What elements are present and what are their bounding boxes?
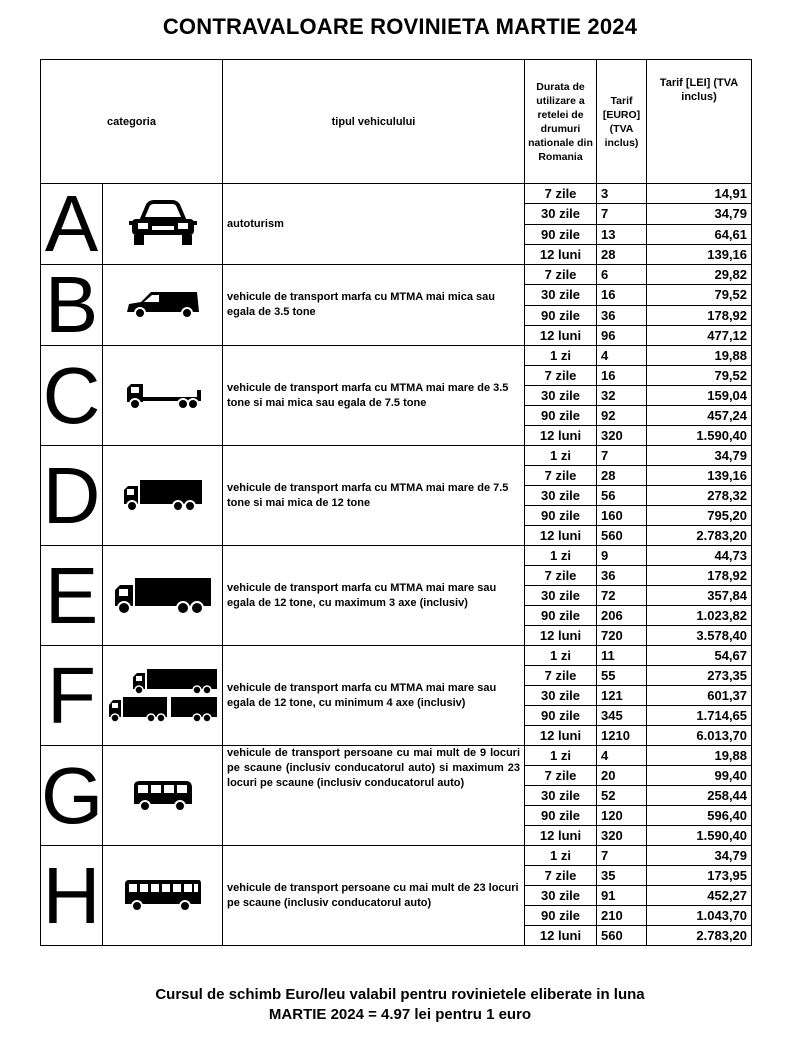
- tarif-lei-cell: 452,27: [647, 886, 752, 906]
- tarif-euro-cell: 11: [597, 646, 647, 666]
- tarif-euro-cell: 210: [597, 906, 647, 926]
- tarif-lei-cell: 34,79: [647, 846, 752, 866]
- tarif-euro-cell: 7: [597, 446, 647, 466]
- tarif-euro-cell: 55: [597, 666, 647, 686]
- duration-cell: 1 zi: [525, 446, 597, 466]
- duration-cell: 7 zile: [525, 666, 597, 686]
- tarif-lei-cell: 3.578,40: [647, 626, 752, 646]
- vignette-price-table: [40, 59, 752, 946]
- duration-cell: 7 zile: [525, 866, 597, 886]
- tarif-lei-cell: 596,40: [647, 806, 752, 826]
- tarif-euro-cell: 96: [597, 325, 647, 345]
- table-row: [41, 846, 752, 866]
- tarif-euro-cell: 560: [597, 926, 647, 946]
- category-letter: D: [41, 446, 103, 546]
- car-icon: [103, 184, 223, 265]
- vehicle-type-description: vehicule de transport marfa cu MTMA mai mare sau egala de 12 tone, cu maximum 3 axe (inclusiv): [223, 546, 525, 646]
- tarif-euro-cell: 13: [597, 224, 647, 244]
- tarif-lei-cell: 258,44: [647, 786, 752, 806]
- table-row: [41, 546, 752, 566]
- tarif-euro-cell: 121: [597, 686, 647, 706]
- truck-icon: [103, 446, 223, 546]
- heavy-truck-icon: [103, 546, 223, 646]
- duration-cell: 7 zile: [525, 766, 597, 786]
- tarif-euro-cell: 7: [597, 846, 647, 866]
- table-row: [41, 446, 752, 466]
- tarif-lei-cell: 2.783,20: [647, 926, 752, 946]
- category-letter: E: [41, 546, 103, 646]
- van-icon: [103, 265, 223, 346]
- tarif-euro-cell: 16: [597, 366, 647, 386]
- tarif-euro-cell: 6: [597, 265, 647, 285]
- tarif-euro-cell: 36: [597, 305, 647, 325]
- tarif-euro-cell: 720: [597, 626, 647, 646]
- tarif-lei-cell: 357,84: [647, 586, 752, 606]
- exchange-rate-line2: MARTIE 2024 = 4.97 lei pentru 1 euro: [268, 1006, 532, 1023]
- tarif-lei-cell: 6.013,70: [647, 726, 752, 746]
- category-letter: B: [41, 265, 103, 346]
- duration-cell: 12 luni: [525, 244, 597, 264]
- category-letter: H: [41, 846, 103, 946]
- tarif-lei-cell: 64,61: [647, 224, 752, 244]
- table-row: [41, 265, 752, 285]
- duration-cell: 1 zi: [525, 346, 597, 366]
- vehicle-type-description: vehicule de transport marfa cu MTMA mai mica sau egala de 3.5 tone: [223, 265, 525, 346]
- tarif-euro-cell: 28: [597, 466, 647, 486]
- tarif-euro-cell: 320: [597, 426, 647, 446]
- header-tipul-vehiculului: tipul vehiculului: [223, 60, 525, 184]
- table-row: [41, 184, 752, 204]
- tarif-lei-cell: 139,16: [647, 466, 752, 486]
- tarif-lei-cell: 173,95: [647, 866, 752, 886]
- duration-cell: 90 zile: [525, 506, 597, 526]
- duration-cell: 7 zile: [525, 466, 597, 486]
- duration-cell: 12 luni: [525, 325, 597, 345]
- tarif-euro-cell: 32: [597, 386, 647, 406]
- tarif-lei-cell: 139,16: [647, 244, 752, 264]
- duration-cell: 90 zile: [525, 305, 597, 325]
- tarif-lei-cell: 2.783,20: [647, 526, 752, 546]
- tarif-lei-cell: 34,79: [647, 204, 752, 224]
- page-title: CONTRAVALOARE ROVINIETA MARTIE 2024: [162, 14, 638, 39]
- duration-cell: 12 luni: [525, 926, 597, 946]
- duration-cell: 12 luni: [525, 626, 597, 646]
- tarif-euro-cell: 1210: [597, 726, 647, 746]
- exchange-rate-note: [0, 985, 800, 1025]
- duration-cell: 30 zile: [525, 204, 597, 224]
- tarif-lei-cell: 19,88: [647, 346, 752, 366]
- tarif-euro-cell: 92: [597, 406, 647, 426]
- tarif-lei-cell: 99,40: [647, 766, 752, 786]
- tarif-euro-cell: 160: [597, 506, 647, 526]
- vehicle-type-description: vehicule de transport marfa cu MTMA mai mare de 7.5 tone si mai mica de 12 tone: [223, 446, 525, 546]
- tarif-lei-cell: 79,52: [647, 366, 752, 386]
- tarif-lei-cell: 79,52: [647, 285, 752, 305]
- bus-icon: [103, 846, 223, 946]
- tarif-lei-cell: 19,88: [647, 746, 752, 766]
- tarif-lei-cell: 54,67: [647, 646, 752, 666]
- tarif-euro-cell: 35: [597, 866, 647, 886]
- duration-cell: 12 luni: [525, 826, 597, 846]
- category-letter: A: [41, 184, 103, 265]
- tarif-euro-cell: 345: [597, 706, 647, 726]
- tarif-euro-cell: 120: [597, 806, 647, 826]
- tarif-euro-cell: 9: [597, 546, 647, 566]
- table-row: [41, 746, 752, 766]
- duration-cell: 1 zi: [525, 846, 597, 866]
- duration-cell: 7 zile: [525, 566, 597, 586]
- tarif-lei-cell: 178,92: [647, 566, 752, 586]
- tarif-lei-cell: 29,82: [647, 265, 752, 285]
- tarif-lei-cell: 14,91: [647, 184, 752, 204]
- tarif-lei-cell: 34,79: [647, 446, 752, 466]
- tarif-lei-cell: 477,12: [647, 325, 752, 345]
- tarif-euro-cell: 72: [597, 586, 647, 606]
- category-letter: C: [41, 346, 103, 446]
- tarif-lei-cell: 1.043,70: [647, 906, 752, 926]
- duration-cell: 7 zile: [525, 265, 597, 285]
- vehicle-type-description: vehicule de transport persoane cu mai mult de 23 locuri pe scaune (inclusiv conducatorul auto): [223, 846, 525, 946]
- tarif-euro-cell: 56: [597, 486, 647, 506]
- tarif-euro-cell: 91: [597, 886, 647, 906]
- duration-cell: 30 zile: [525, 386, 597, 406]
- tarif-euro-cell: 3: [597, 184, 647, 204]
- duration-cell: 30 zile: [525, 786, 597, 806]
- tarif-euro-cell: 320: [597, 826, 647, 846]
- trailer-truck-icon: [103, 646, 223, 746]
- tarif-euro-cell: 52: [597, 786, 647, 806]
- tarif-euro-cell: 4: [597, 346, 647, 366]
- tarif-euro-cell: 20: [597, 766, 647, 786]
- duration-cell: 90 zile: [525, 706, 597, 726]
- header-categoria: categoria: [41, 60, 223, 184]
- header-tarif-euro: Tarif [EURO] (TVA inclus): [597, 60, 647, 184]
- exchange-rate-line1: Cursul de schimb Euro/leu valabil pentru rovinietele eliberate in luna: [155, 986, 645, 1003]
- tarif-lei-cell: 1.714,65: [647, 706, 752, 726]
- duration-cell: 7 zile: [525, 366, 597, 386]
- tarif-lei-cell: 278,32: [647, 486, 752, 506]
- minibus-icon: [103, 746, 223, 846]
- duration-cell: 90 zile: [525, 906, 597, 926]
- tarif-euro-cell: 16: [597, 285, 647, 305]
- duration-cell: 30 zile: [525, 285, 597, 305]
- tarif-euro-cell: 206: [597, 606, 647, 626]
- table-row: [41, 346, 752, 366]
- tarif-lei-cell: 159,04: [647, 386, 752, 406]
- duration-cell: 7 zile: [525, 184, 597, 204]
- tarif-euro-cell: 36: [597, 566, 647, 586]
- duration-cell: 30 zile: [525, 686, 597, 706]
- tarif-euro-cell: 7: [597, 204, 647, 224]
- tarif-lei-cell: 178,92: [647, 305, 752, 325]
- vehicle-type-description: vehicule de transport marfa cu MTMA mai mare sau egala de 12 tone, cu minimum 4 axe (inclusiv): [223, 646, 525, 746]
- tarif-lei-cell: 601,37: [647, 686, 752, 706]
- duration-cell: 1 zi: [525, 546, 597, 566]
- tarif-lei-cell: 273,35: [647, 666, 752, 686]
- duration-cell: 30 zile: [525, 586, 597, 606]
- tarif-lei-cell: 1.590,40: [647, 826, 752, 846]
- duration-cell: 30 zile: [525, 486, 597, 506]
- duration-cell: 1 zi: [525, 646, 597, 666]
- tarif-euro-cell: 560: [597, 526, 647, 546]
- table-row: [41, 646, 752, 666]
- tarif-lei-cell: 44,73: [647, 546, 752, 566]
- tarif-euro-cell: 28: [597, 244, 647, 264]
- duration-cell: 90 zile: [525, 406, 597, 426]
- tarif-lei-cell: 795,20: [647, 506, 752, 526]
- duration-cell: 12 luni: [525, 726, 597, 746]
- vehicle-type-description: vehicule de transport persoane cu mai mult de 9 locuri pe scaune (inclusiv conducatorul auto) si maximum 23 locuri pe scaune (inclusiv conducatorul auto): [223, 746, 525, 846]
- duration-cell: 90 zile: [525, 806, 597, 826]
- duration-cell: 12 luni: [525, 426, 597, 446]
- pickup-truck-icon: [103, 346, 223, 446]
- tarif-lei-cell: 457,24: [647, 406, 752, 426]
- vehicle-type-description: autoturism: [223, 184, 525, 265]
- duration-cell: 90 zile: [525, 224, 597, 244]
- tarif-lei-cell: 1.023,82: [647, 606, 752, 626]
- duration-cell: 12 luni: [525, 526, 597, 546]
- category-letter: F: [41, 646, 103, 746]
- vehicle-type-description: vehicule de transport marfa cu MTMA mai mare de 3.5 tone si mai mica sau egala de 7.5 tone: [223, 346, 525, 446]
- tarif-euro-cell: 4: [597, 746, 647, 766]
- duration-cell: 1 zi: [525, 746, 597, 766]
- duration-cell: 90 zile: [525, 606, 597, 626]
- header-durata: Durata de utilizare a retelei de drumuri nationale din Romania: [525, 60, 597, 184]
- duration-cell: 30 zile: [525, 886, 597, 906]
- header-tarif-lei: Tarif [LEI] (TVA inclus): [647, 60, 752, 184]
- tarif-lei-cell: 1.590,40: [647, 426, 752, 446]
- category-letter: G: [41, 746, 103, 846]
